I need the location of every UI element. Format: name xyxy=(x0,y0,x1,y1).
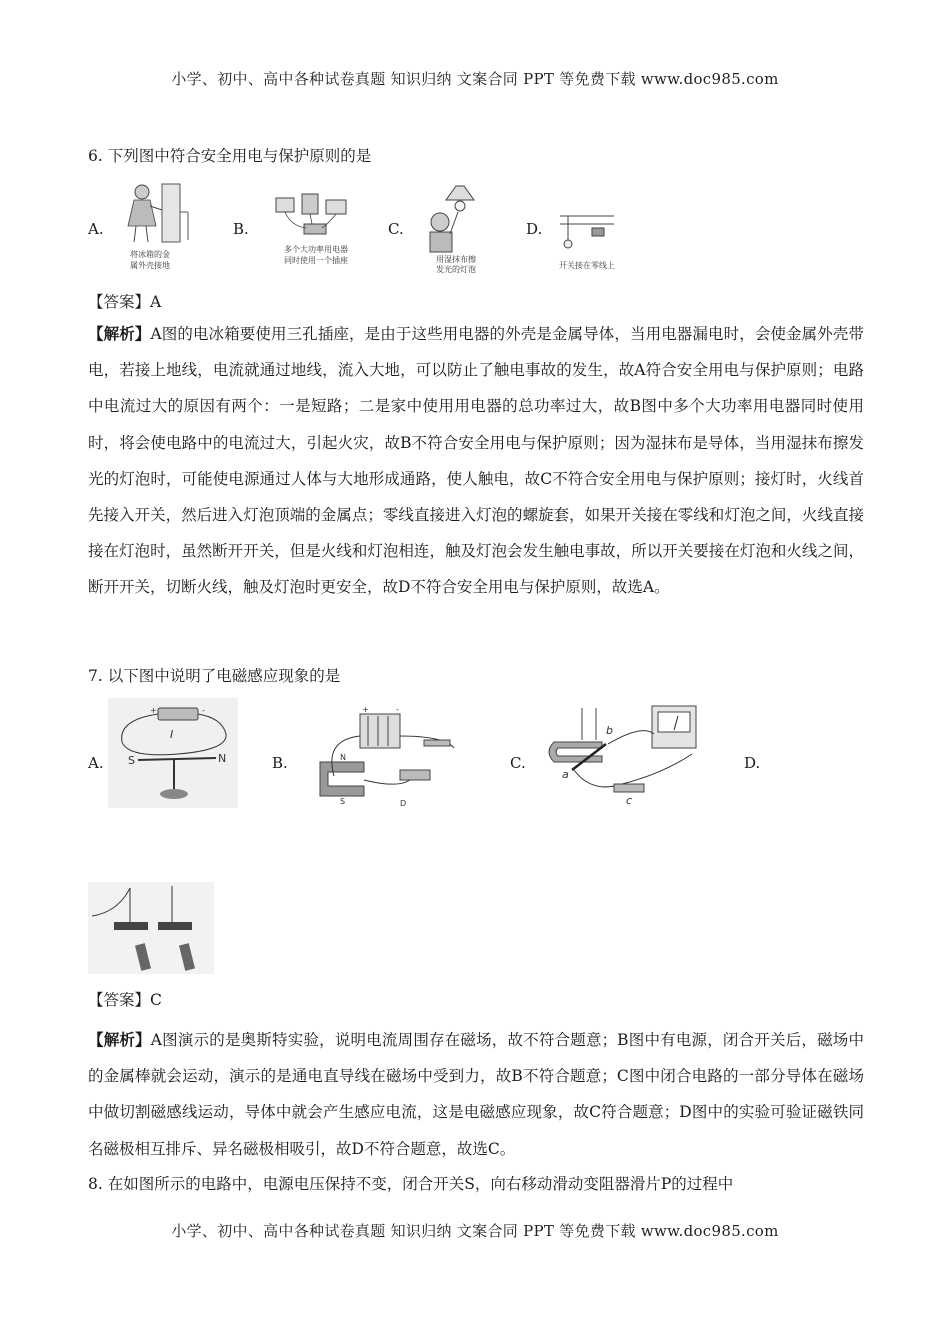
svg-text:a: a xyxy=(562,768,569,781)
svg-text:S: S xyxy=(128,754,135,767)
q6-figure-c xyxy=(418,178,498,274)
switch xyxy=(424,740,450,746)
compass-stand xyxy=(160,789,188,799)
answer-value: A xyxy=(150,293,162,311)
svg-text:+: + xyxy=(362,706,369,714)
question-6-stem: 6. 下列图中符合安全用电与保护原则的是 xyxy=(88,147,372,165)
q7-option-c-label: C. xyxy=(510,754,526,772)
q6-option-c-label: C. xyxy=(388,220,404,238)
q6-figure-b xyxy=(266,190,366,272)
svg-text:S: S xyxy=(340,797,346,806)
page-header: 小学、初中、高中各种试卷真题 知识归纳 文案合同 PPT 等免费下载 www.doc985.com xyxy=(171,70,779,88)
question-8-stem: 8. 在如图所示的电路中，电源电压保持不变，闭合开关S，向右移动滑动变阻器滑片P的过程中 xyxy=(88,1175,734,1193)
girl-head xyxy=(135,185,149,199)
svg-text:c: c xyxy=(626,794,633,807)
q6-figure-a xyxy=(108,182,198,274)
analysis-tag: 【解析】 xyxy=(88,324,151,343)
question-7-stem: 7. 以下图中说明了电磁感应现象的是 xyxy=(88,667,341,685)
appliance-2 xyxy=(302,194,318,214)
answer-value: C xyxy=(150,991,162,1009)
battery xyxy=(158,708,198,720)
fridge-body xyxy=(162,184,180,242)
q6-caption-c-1: 用湿抹布擦 xyxy=(436,255,476,264)
q6-option-b-label: B. xyxy=(233,220,249,238)
q7-figure-a xyxy=(108,698,238,808)
analysis-text: A图演示的是奥斯特实验，说明电流周围存在磁场，故不符合题意；B图中有电源，闭合开关后，磁场中的金属棒就会运动，演示的是通电直导线在磁场中受到力，故B不符合题意；C图中闭合电路的一部分导体在磁场中做切割磁感线运动，导体中就会产生感应电流，这是电磁感应现象，故C符合题意；D图中的实验可验证磁铁同名磁极相互排斥、异名磁极相吸引，故D不符合题意，故选C。 xyxy=(88,1031,864,1158)
svg-text:-: - xyxy=(202,706,205,715)
switch xyxy=(614,784,644,792)
q7-figure-b xyxy=(304,706,464,806)
battery-pack xyxy=(360,714,400,748)
appliance-1 xyxy=(276,198,294,212)
q6-figure-d xyxy=(556,206,618,274)
q6-option-a-label: A. xyxy=(88,220,104,238)
boy-head xyxy=(431,213,449,231)
svg-text:I: I xyxy=(170,728,174,741)
q6-caption-b-2: 同时使用一个插座 xyxy=(284,256,348,265)
horseshoe-magnet xyxy=(320,762,364,796)
svg-text:b: b xyxy=(606,724,613,737)
girl-body xyxy=(128,200,156,226)
bulb xyxy=(564,240,572,248)
rheostat xyxy=(400,770,430,780)
question-7-answer xyxy=(88,990,868,1010)
q6-caption-a-2: 属外壳接地 xyxy=(130,261,170,270)
q6-caption-c-2: 发光的灯泡 xyxy=(436,265,476,274)
q7-option-b-label: B. xyxy=(272,754,288,772)
q7-option-d-label: D. xyxy=(744,754,761,772)
light-bulb xyxy=(455,201,465,211)
question-7-analysis xyxy=(88,1022,864,1167)
q6-caption-a-1: 将冰箱的金 xyxy=(130,250,170,259)
svg-text:N: N xyxy=(340,753,346,762)
svg-text:+: + xyxy=(150,706,157,715)
question-6-analysis xyxy=(88,316,864,606)
lamp-shade xyxy=(446,186,474,200)
analysis-text: A图的电冰箱要使用三孔插座，是由于这些用电器的外壳是金属导体，当用电器漏电时，会使金属外壳带电，若接上地线，电流就通过地线，流入大地，可以防止了触电事故的发生，故A符合安全用电与保护原则；电路中电流过大的原因有两个：一是短路；二是家中使用用电器的总功率过大，故B图中多个大功率用电器同时使用时，将会使电路中的电流过大，引起火灾，故B不符合安全用电与保护原则；因为湿抹布是导体，当用湿抹布擦发光的灯泡时，可能使电源通过人体与大地形成通路，使人触电，故C不符合安全用电与保护原则；接灯时，火线首先接入开关，然后进入灯泡顶端的金属点；零线直接进入灯泡的螺旋套，如果开关接在零线和灯泡之间，火线直接接在灯泡时，虽然断开开关，但是火线和灯泡相连，触及灯泡会发生触电事故，所以开关要接在灯泡和火线之间，断开开关，切断火线，触及灯泡时更安全，故D不符合安全用电与保护原则，故选A。 xyxy=(88,325,864,597)
q7-figure-d xyxy=(88,882,214,974)
svg-text:D: D xyxy=(400,799,407,806)
hanging-magnet-2 xyxy=(158,922,192,930)
q6-caption-b-1: 多个大功率用电器 xyxy=(284,245,348,254)
page-footer: 小学、初中、高中各种试卷真题 知识归纳 文案合同 PPT 等免费下载 www.doc985.com xyxy=(171,1222,779,1240)
q7-figure-c xyxy=(542,704,712,808)
switch-box xyxy=(592,228,604,236)
answer-tag: 【答案】 xyxy=(88,293,151,311)
appliance-3 xyxy=(326,200,346,214)
hanging-magnet-1 xyxy=(114,922,148,930)
boy-body xyxy=(430,232,452,252)
q7-option-a-label: A. xyxy=(88,754,104,772)
analysis-tag: 【解析】 xyxy=(88,1030,151,1049)
svg-text:-: - xyxy=(396,706,399,714)
q6-option-d-label: D. xyxy=(526,220,543,238)
q6-caption-d: 开关接在零线上 xyxy=(559,261,615,270)
svg-text:N: N xyxy=(218,752,227,765)
answer-tag: 【答案】 xyxy=(88,991,151,1009)
socket xyxy=(304,224,326,234)
question-6-answer xyxy=(88,292,868,312)
